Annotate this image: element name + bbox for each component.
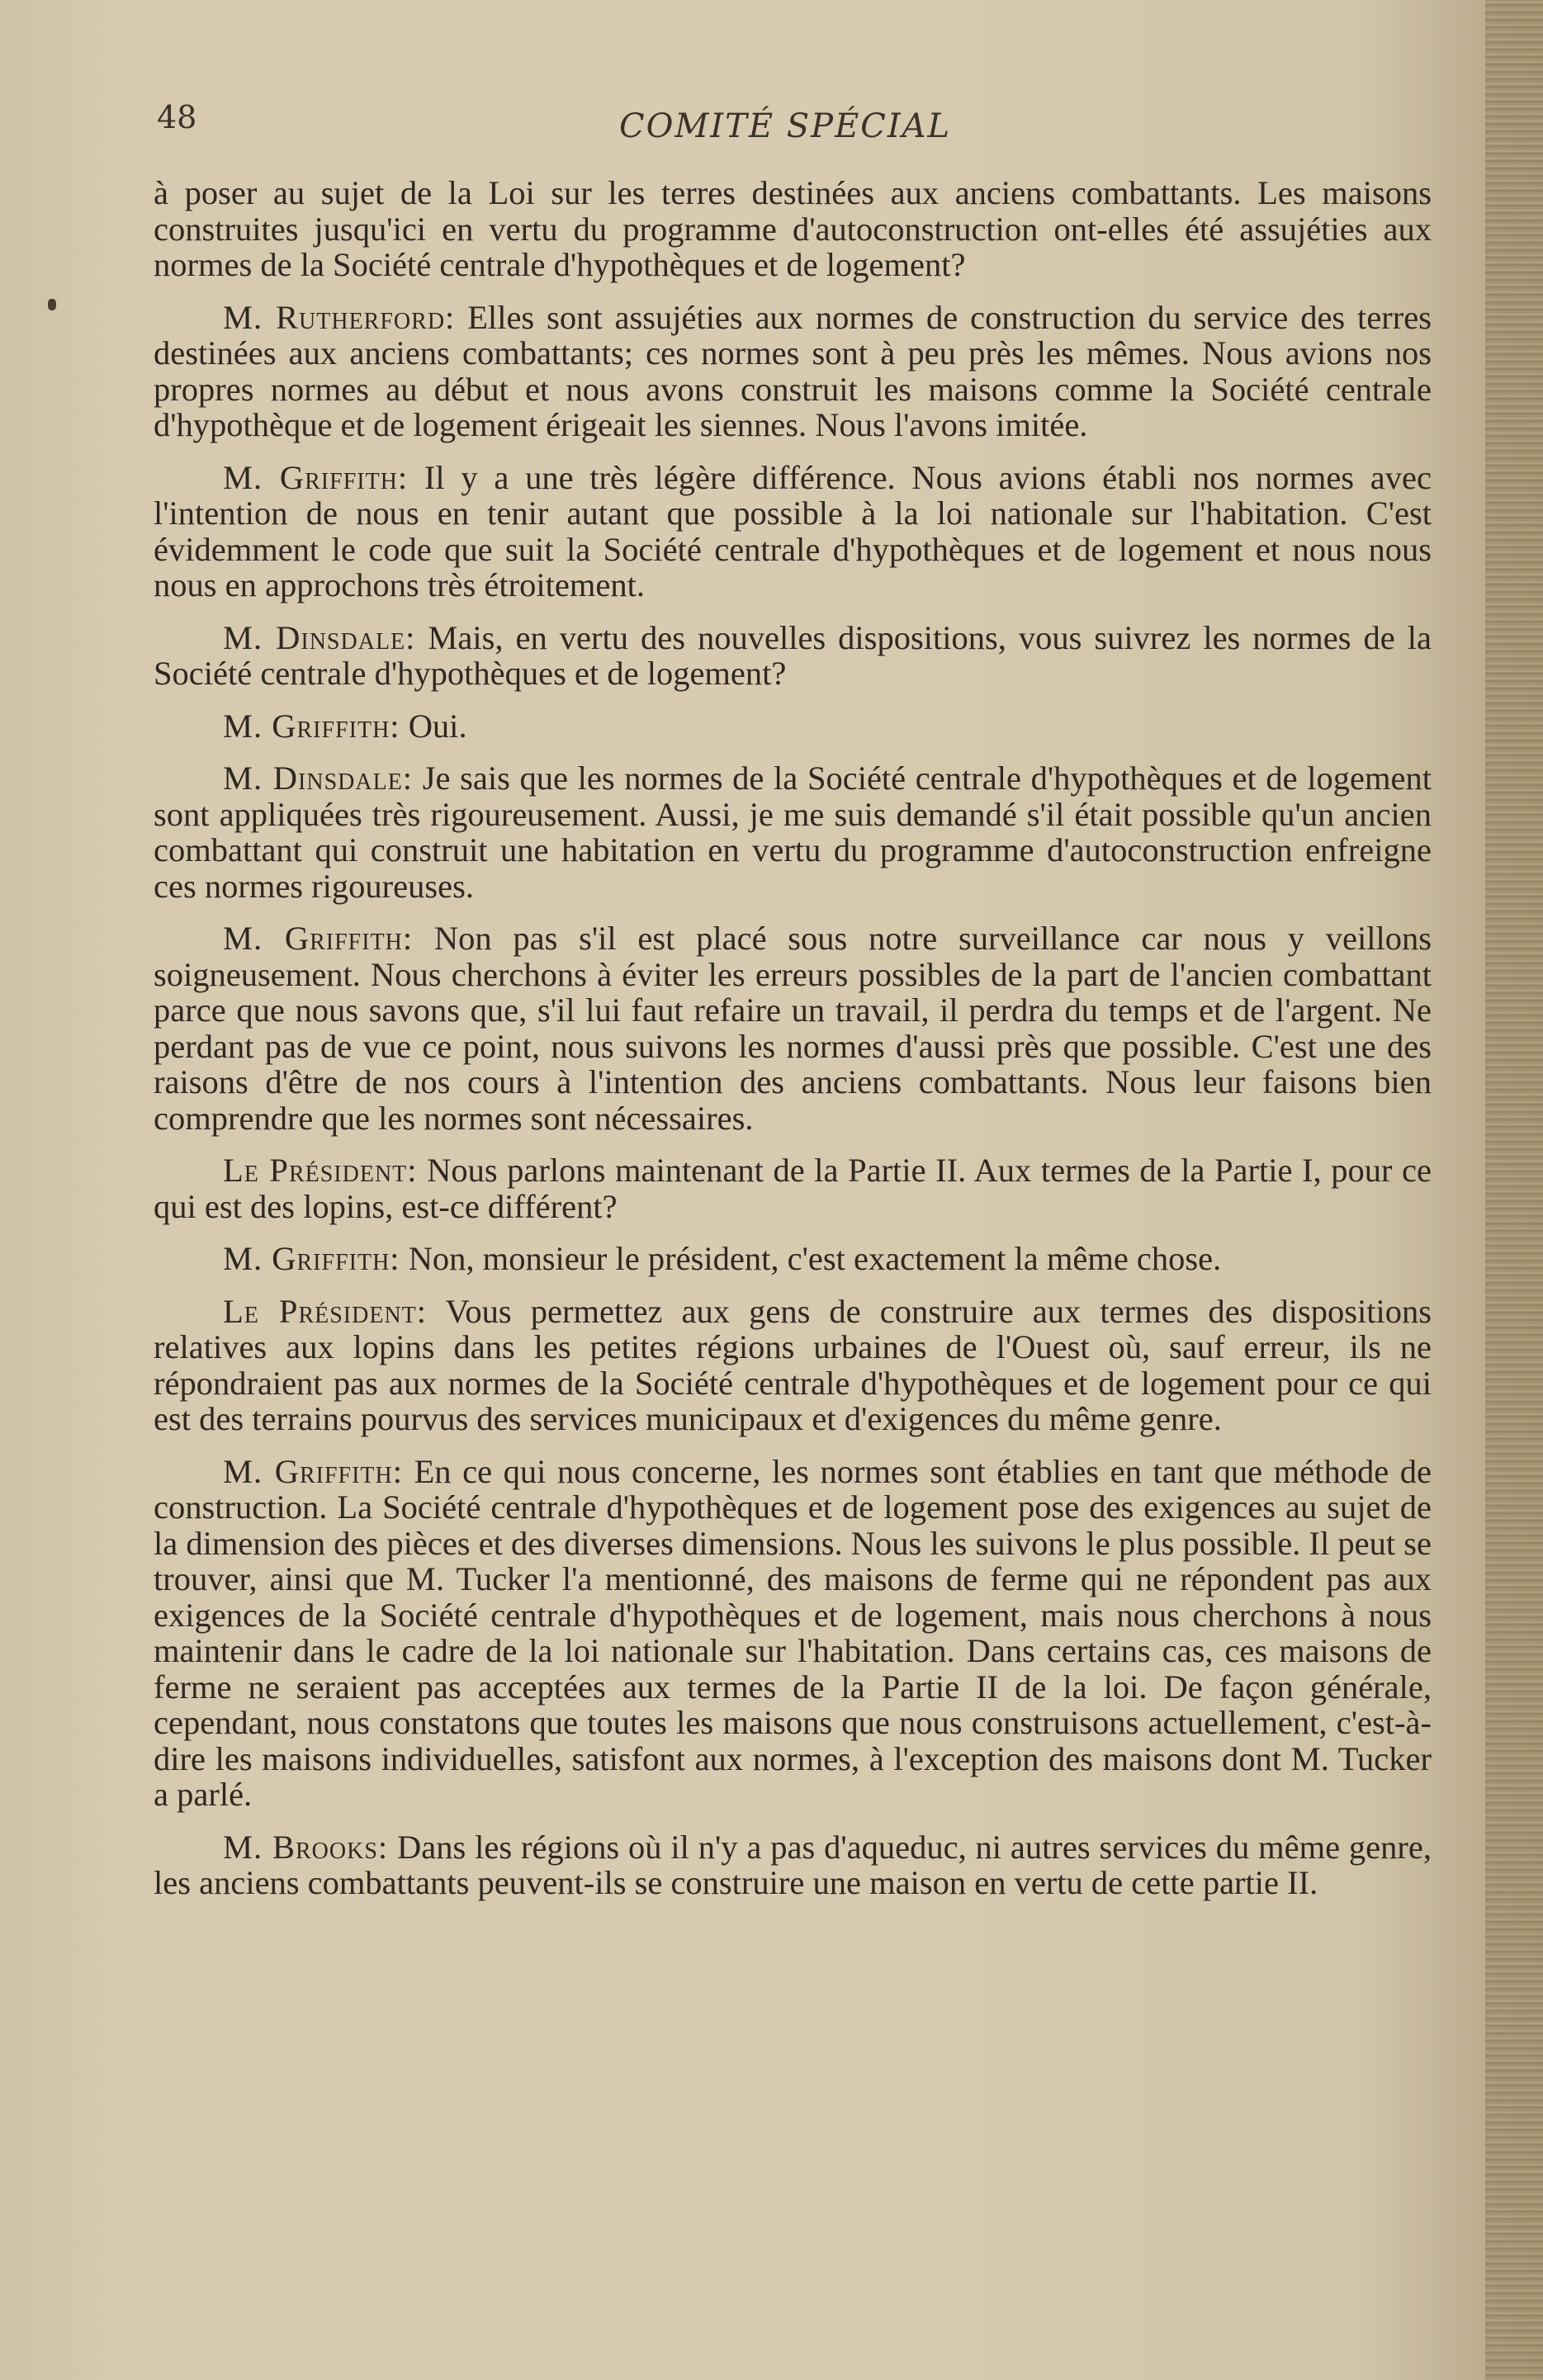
speaker-name: M. Griffith: <box>223 1240 400 1277</box>
paragraph-text: Vous permettez aux gens de construire aux termes des dispositions relatives aux lopins dans les petites régions urbaines de l'Ouest où, sauf erreur, ils ne répondraient pas aux normes de la Société centrale d'hypothèques et de logement pour ce qui est des terrains pourvus des services municipaux et d'exigences du même genre. <box>154 1292 1432 1437</box>
speaker-name: M. Griffith: <box>223 1452 403 1490</box>
paragraph-text: Mais, en vertu des nouvelles dispositions, vous suivrez les normes de la Société centrale d'hypothèques et de logement? <box>154 618 1432 692</box>
paragraph-text: Non pas s'il est placé sous notre surveillance car nous y veillons soigneusement. Nous cherchons à éviter les erreurs possibles de la part de l'ancien combattant parce que nous savons que, s'il lui faut refaire un travail, il perdra du temps et de l'argent. Ne perdant pas de vue ce point, nous suivons les normes d'aussi près que possible. C'est une des raisons d'être de nos cours à l'intention des anciens combattants. Nous leur faisons bien comprendre que les normes sont nécessaires. <box>154 920 1432 1137</box>
body-text <box>154 175 1432 1918</box>
paragraph <box>154 1241 1432 1277</box>
paragraph <box>154 620 1432 692</box>
paragraph <box>154 300 1432 443</box>
speaker-name: M. Griffith: <box>223 707 400 745</box>
paragraph <box>154 760 1432 904</box>
paragraph-text: Oui. <box>400 707 467 745</box>
paragraph-text: En ce qui nous concerne, les normes sont établies en tant que méthode de construction. La Société centrale d'hypothèques et de logement pose des exigences au sujet de la dimension des pièces et des diverses dimensions. Nous les suivons le plus possible. Il peut se trouver, ainsi que M. Tucker l'a mentionné, des maisons de ferme qui ne répondent pas aux exigences de la Société centrale d'hypothèques et de logement, mais nous cherchons à nous maintenir dans le cadre de la loi nationale sur l'habitation. Dans certains cas, ces maisons de ferme ne seraient pas acceptées aux termes de la Partie II de la loi. De façon générale, cependant, nous constatons que toutes les maisons que nous construisons actuellement, c'est-à-dire les maisons individuelles, satisfont aux normes, à l'exception des maisons dont M. Tucker a parlé. <box>154 1452 1432 1813</box>
page-edge <box>1485 0 1543 2380</box>
margin-mark <box>48 299 56 310</box>
speaker-name: Le Président: <box>223 1152 418 1189</box>
page-header <box>157 99 1428 149</box>
paragraph-text: Il y a une très légère différence. Nous avions établi nos normes avec l'intention de nous en tenir autant que possible à la loi nationale sur l'habitation. C'est évidemment le code que suit la Société centrale d'hypothèques et de logement et nous nous nous en approchons très étroitement. <box>154 458 1432 603</box>
speaker-name: Le Président: <box>223 1292 428 1330</box>
paragraph <box>154 920 1432 1136</box>
running-title: COMITÉ SPÉCIAL <box>619 107 952 145</box>
paragraph <box>154 175 1432 283</box>
paragraph <box>154 708 1432 745</box>
speaker-name: M. Dinsdale: <box>223 618 416 656</box>
paragraph-text: Elles sont assujéties aux normes de construction du service des terres destinées aux anciens combattants; ces normes sont à peu près les mêmes. Nous avions nos propres normes au début et nous avons construit les maisons comme la Société centrale d'hypothèque et de logement érigeait les siennes. Nous l'avons imitée. <box>154 298 1432 443</box>
speaker-name: M. Griffith: <box>223 920 414 957</box>
speaker-name: M. Dinsdale: <box>223 759 414 797</box>
paragraph-text: Je sais que les normes de la Société centrale d'hypothèques et de logement sont appliquées très rigoureusement. Aussi, je me suis demandé s'il était possible qu'un ancien combattant qui construit une habitation en vertu du programme d'autoconstruction enfreigne ces normes rigoureuses. <box>154 759 1432 905</box>
paragraph-text: Non, monsieur le président, c'est exactement la même chose. <box>400 1240 1222 1277</box>
paragraph <box>154 1152 1432 1224</box>
paragraph <box>154 460 1432 603</box>
page-number: 48 <box>157 99 197 135</box>
paragraph-text: à poser au sujet de la Loi sur les terres destinées aux anciens combattants. Les maisons construites jusqu'ici en vertu du programme d'autoconstruction ont-elles été assujéties aux normes de la Société centrale d'hypothèques et de logement? <box>154 174 1432 283</box>
speaker-name: M. Brooks: <box>223 1828 389 1866</box>
paragraph <box>154 1454 1432 1813</box>
paragraph <box>154 1294 1432 1437</box>
paragraph-text: Nous parlons maintenant de la Partie II. Aux termes de la Partie I, pour ce qui est des lopins, est-ce différent? <box>154 1152 1432 1225</box>
paragraph-text: Dans les régions où il n'y a pas d'aqueduc, ni autres services du même genre, les anciens combattants peuvent-ils se construire une maison en vertu de cette partie II. <box>154 1828 1432 1901</box>
speaker-name: M. Griffith: <box>223 458 409 496</box>
paragraph <box>154 1829 1432 1901</box>
speaker-name: M. Rutherford: <box>223 298 456 336</box>
